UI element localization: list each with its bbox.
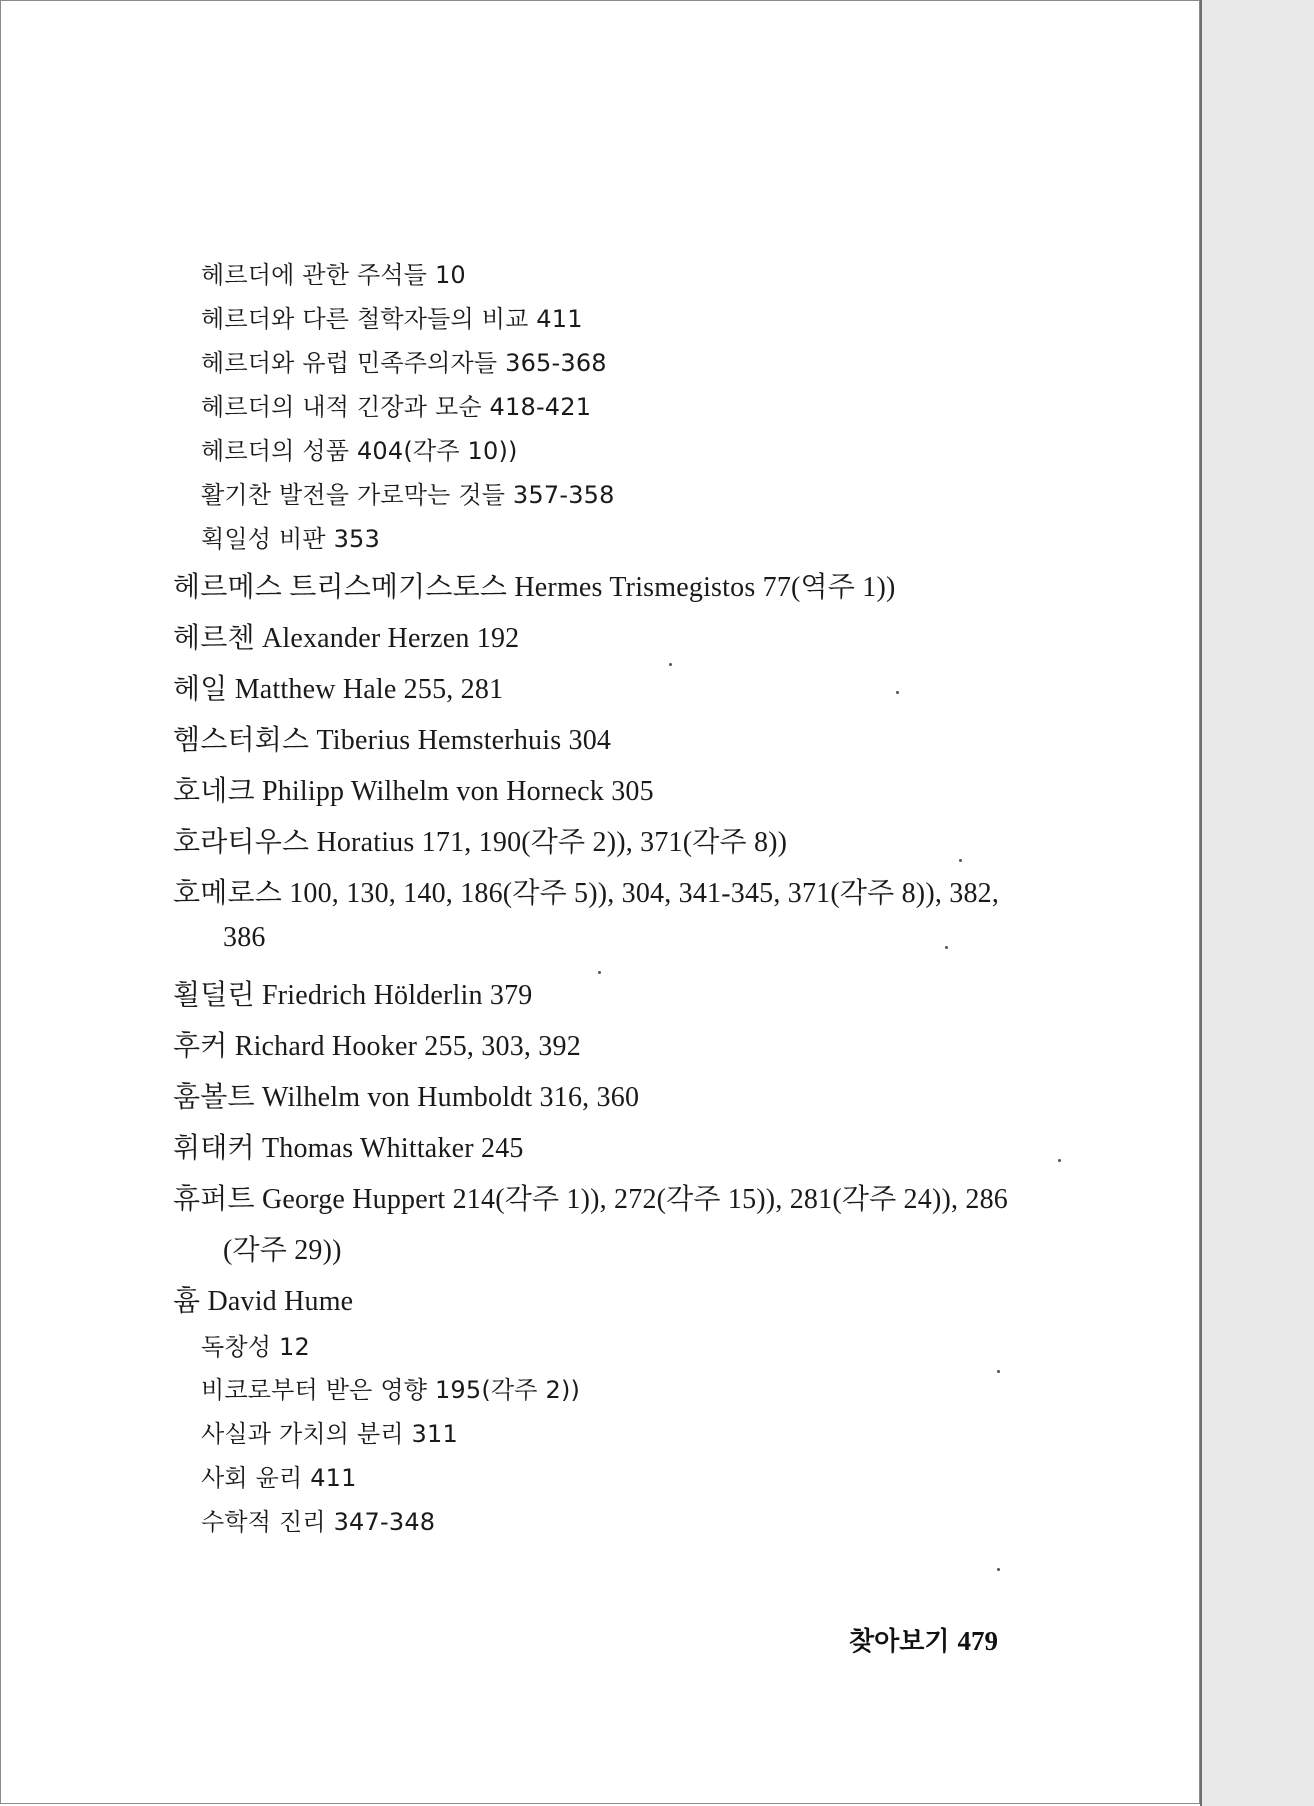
scan-speck xyxy=(959,859,962,862)
scan-speck xyxy=(669,663,672,666)
index-subentry: 활기찬 발전을 가로막는 것들 357-358 xyxy=(201,481,615,509)
index-entry: 헴스터회스 Tiberius Hemsterhuis 304 xyxy=(173,725,612,756)
footer-label: 찾아보기 xyxy=(849,1627,950,1657)
index-entry: 헤르첸 Alexander Herzen 192 xyxy=(173,623,520,654)
index-subentry: 헤르더의 내적 긴장과 모순 418-421 xyxy=(201,393,592,421)
scan-speck xyxy=(997,1568,1000,1571)
page-footer xyxy=(849,1621,998,1658)
scan-speck xyxy=(598,971,601,974)
index-subentry: 헤르더에 관한 주석들 10 xyxy=(201,261,466,289)
index-entry: 호라티우스 Horatius 171, 190(각주 2)), 371(각주 8)) xyxy=(173,827,788,858)
index-subentry: 독창성 12 xyxy=(201,1333,310,1361)
index-subentry: 헤르더의 성품 404(각주 10)) xyxy=(201,437,518,465)
index-entry: 후커 Richard Hooker 255, 303, 392 xyxy=(173,1031,581,1062)
index-entry: 호메로스 100, 130, 140, 186(각주 5)), 304, 341-345, 371(각주 8)), 382, xyxy=(173,878,1000,909)
index-entry: 휘태커 Thomas Whittaker 245 xyxy=(173,1133,524,1164)
index-entry-continuation: (각주 29)) xyxy=(223,1235,342,1266)
scan-speck xyxy=(945,946,948,949)
index-entry: 호네크 Philipp Wilhelm von Horneck 305 xyxy=(173,776,654,807)
index-entry: 헤르메스 트리스메기스토스 Hermes Trismegistos 77(역주 1)) xyxy=(173,572,896,603)
index-subentry: 획일성 비판 353 xyxy=(201,525,380,553)
page-number: 479 xyxy=(957,1626,998,1656)
index-entry: 흄 David Hume xyxy=(173,1286,354,1317)
scan-speck xyxy=(1058,1159,1061,1162)
index-entry: 훔볼트 Wilhelm von Humboldt 316, 360 xyxy=(173,1082,640,1113)
index-subentry: 사회 윤리 411 xyxy=(201,1464,357,1492)
index-subentry: 비코로부터 받은 영향 195(각주 2)) xyxy=(201,1376,581,1404)
index-entry-continuation: 386 xyxy=(223,922,266,953)
scan-speck xyxy=(997,1370,1000,1373)
index-subentry: 헤르더와 다른 철학자들의 비교 411 xyxy=(201,305,583,333)
index-entry: 헤일 Matthew Hale 255, 281 xyxy=(173,674,504,705)
index-subentry: 헤르더와 유럽 민족주의자들 365-368 xyxy=(201,349,607,377)
index-subentry: 수학적 진리 347-348 xyxy=(201,1508,436,1536)
viewer-background-strip xyxy=(1200,0,1314,1806)
index-entry: 휴퍼트 George Huppert 214(각주 1)), 272(각주 15)), 281(각주 24)), 286 xyxy=(173,1184,1008,1215)
index-entry: 횔덜린 Friedrich Hölderlin 379 xyxy=(173,980,533,1011)
index-subentry: 사실과 가치의 분리 311 xyxy=(201,1420,458,1448)
scan-speck xyxy=(896,691,899,694)
